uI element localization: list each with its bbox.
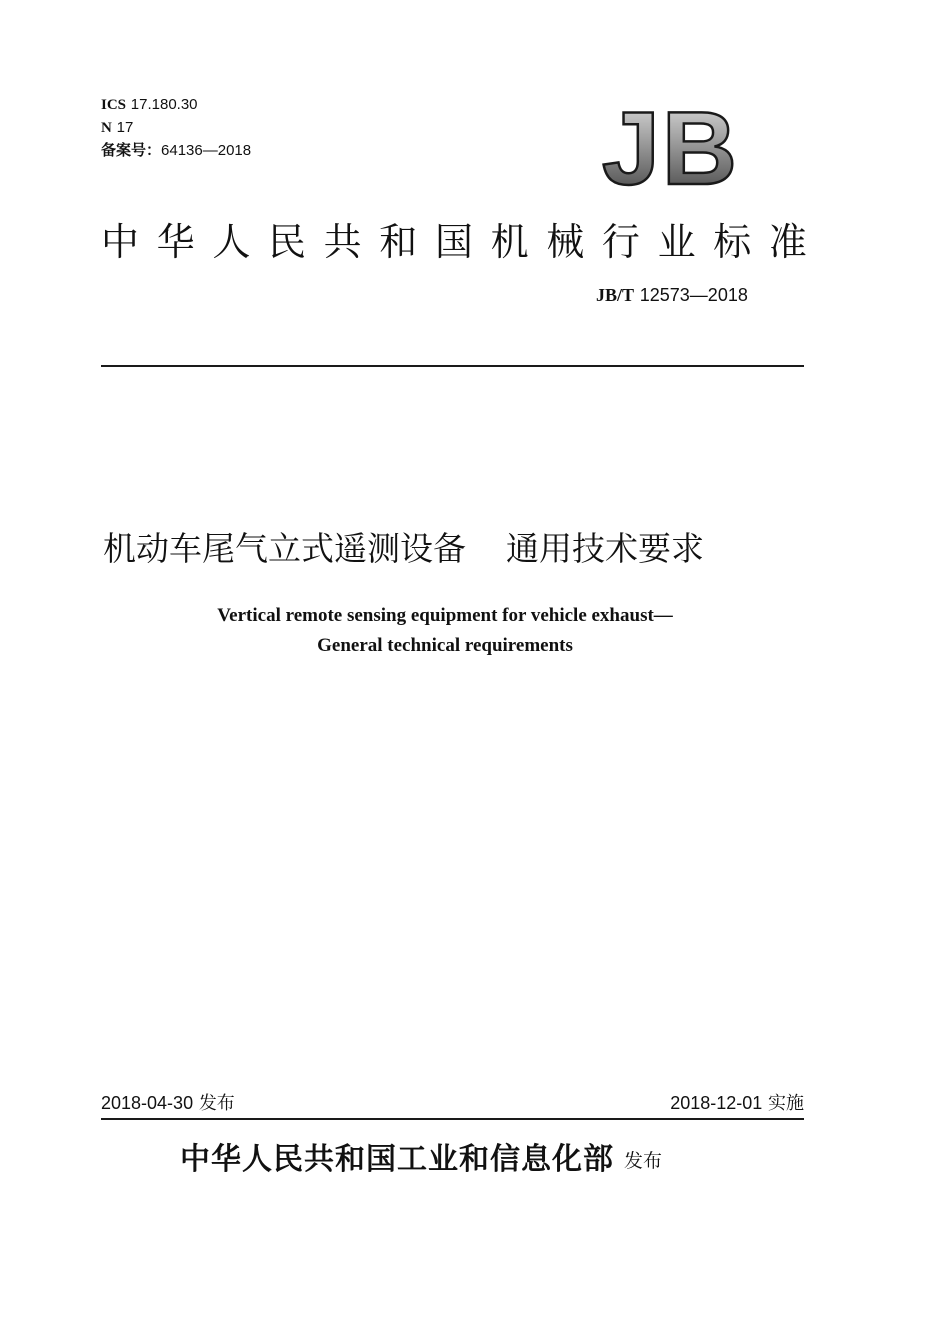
ics-label: ICS bbox=[101, 97, 127, 113]
category-char: 业 bbox=[657, 220, 696, 264]
ics-value: 17.180.30 bbox=[130, 96, 198, 113]
category-char: 民 bbox=[267, 220, 306, 264]
category-char: 标 bbox=[713, 220, 752, 264]
title-chinese-part2: 通用技术要求 bbox=[506, 529, 704, 568]
ccs-label: N bbox=[101, 120, 112, 136]
title-english-line1: Vertical remote sensing equipment for vehicle exhaust— bbox=[217, 605, 673, 626]
category-char: 械 bbox=[546, 220, 585, 264]
ics-code bbox=[101, 95, 198, 114]
ccs-code bbox=[101, 118, 133, 137]
title-chinese bbox=[103, 525, 704, 573]
standard-category bbox=[101, 216, 807, 268]
standard-code-number: 12573—2018 bbox=[639, 285, 748, 305]
implementation-date bbox=[670, 1090, 804, 1117]
title-chinese-part1: 机动车尾气立式遥测设备 bbox=[103, 529, 466, 568]
category-char: 华 bbox=[156, 220, 195, 264]
category-char: 国 bbox=[434, 220, 473, 264]
category-char: 共 bbox=[323, 220, 362, 264]
category-char: 人 bbox=[212, 220, 251, 264]
issue-date-label: 发布 bbox=[198, 1093, 235, 1114]
top-divider bbox=[101, 365, 804, 367]
record-label: 备案号： bbox=[101, 143, 162, 159]
implementation-date-value: 2018-12-01 bbox=[670, 1093, 763, 1113]
record-value: 64136—2018 bbox=[161, 142, 252, 159]
jb-logo-text: JB bbox=[602, 98, 739, 198]
record-number bbox=[101, 141, 251, 160]
standard-code-prefix: JB/T bbox=[596, 285, 635, 305]
standard-number bbox=[596, 284, 748, 307]
category-char: 中 bbox=[101, 220, 140, 264]
category-char: 行 bbox=[601, 220, 640, 264]
issuer-organization: 中华人民共和国工业和信息化部 bbox=[180, 1142, 614, 1177]
issuer-action: 发布 bbox=[624, 1150, 663, 1172]
issue-date-value: 2018-04-30 bbox=[101, 1093, 194, 1113]
bottom-divider bbox=[101, 1118, 804, 1120]
issuer bbox=[180, 1140, 662, 1184]
title-english-line2: General technical requirements bbox=[317, 635, 573, 656]
category-char: 和 bbox=[379, 220, 418, 264]
jb-logo bbox=[598, 98, 768, 198]
issue-date bbox=[101, 1090, 235, 1117]
implementation-date-label: 实施 bbox=[768, 1093, 804, 1114]
category-char: 机 bbox=[490, 220, 529, 264]
category-char: 准 bbox=[768, 220, 807, 264]
ccs-value: 17 bbox=[116, 119, 134, 136]
